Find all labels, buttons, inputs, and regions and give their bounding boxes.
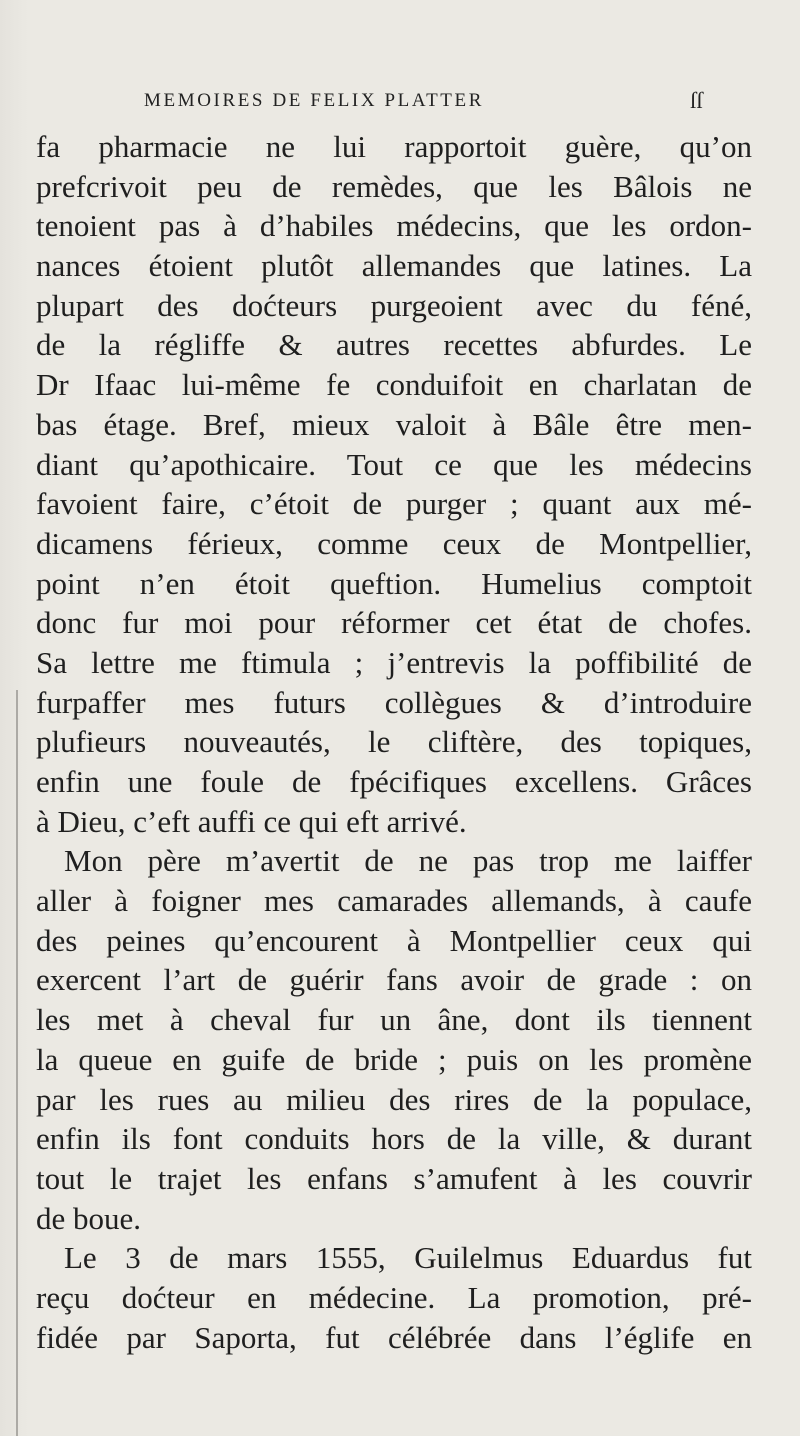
text-line: Sa lettre me ftimula ; j’entrevis la poffibilité de — [36, 644, 752, 680]
text-line: plupart des doćteurs purgeoient avec du féné, — [36, 287, 752, 323]
text-line: tout le trajet les enfans s’amufent à les couvrir — [36, 1160, 752, 1196]
text-line: de la régliffe & autres recettes abfurdes. Le — [36, 327, 752, 363]
text-line: nances étoient plutôt allemandes que latines. La — [36, 248, 752, 284]
text-line: point n’en étoit queftion. Humelius comptoit — [36, 565, 752, 601]
text-line: furpaffer mes futurs collègues & d’introduire — [36, 684, 752, 720]
body-text — [36, 127, 752, 1357]
text-line: tenoient pas à d’habiles médecins, que les ordon- — [36, 208, 752, 244]
text-line: favoient faire, c’étoit de purger ; quant aux mé- — [36, 486, 752, 522]
text-line: bas étage. Bref, mieux valoit à Bâle être men- — [36, 406, 752, 442]
text-line: diant qu’apothicaire. Tout ce que les médecins — [36, 446, 752, 482]
text-line: Mon père m’avertit de ne pas trop me laiffer — [64, 843, 752, 879]
text-line: Dr Ifaac lui-même fe conduifoit en charlatan de — [36, 367, 752, 403]
text-line: enfin une foule de fpécifiques excellens. Grâces — [36, 764, 752, 799]
text-line: plufieurs nouveautés, le cliftère, des topiques, — [36, 724, 752, 760]
gutter-shadow-line — [16, 690, 18, 1436]
page-gutter — [0, 0, 28, 1436]
text-line: fa pharmacie ne lui rapportoit guère, qu’on — [36, 129, 752, 164]
text-line: donc fur moi pour réformer cet état de chofes. — [36, 605, 752, 641]
text-line: aller à foigner mes camarades allemands, à caufe — [36, 883, 752, 919]
page-number: ſſ — [690, 88, 703, 113]
text-line: la queue en guife de bride ; puis on les promène — [36, 1041, 752, 1077]
text-line: à Dieu, c’eft auffi ce qui eft arrivé. — [36, 803, 467, 839]
text-line: des peines qu’encourent à Montpellier ceux qui — [36, 922, 752, 958]
text-line: Le 3 de mars 1555, Guilelmus Eduardus fut — [64, 1240, 752, 1276]
text-line: les met à cheval fur un âne, dont ils tiennent — [36, 1002, 752, 1038]
text-line: par les rues au milieu des rires de la populace, — [36, 1081, 752, 1117]
running-title: MEMOIRES DE FELIX PLATTER — [144, 90, 484, 111]
text-line: exercent l’art de guérir fans avoir de grade : on — [36, 962, 752, 998]
text-line: enfin ils font conduits hors de la ville, & durant — [36, 1121, 752, 1157]
text-line: reçu doćteur en médecine. La promotion, pré- — [36, 1279, 752, 1315]
text-line: de boue. — [36, 1200, 142, 1236]
text-line: dicamens férieux, comme ceux de Montpellier, — [36, 525, 752, 561]
text-line: prefcrivoit peu de remèdes, que les Bâlois ne — [36, 168, 752, 204]
text-line: fidée par Saporta, fut célébrée dans l’églife en — [36, 1319, 752, 1355]
